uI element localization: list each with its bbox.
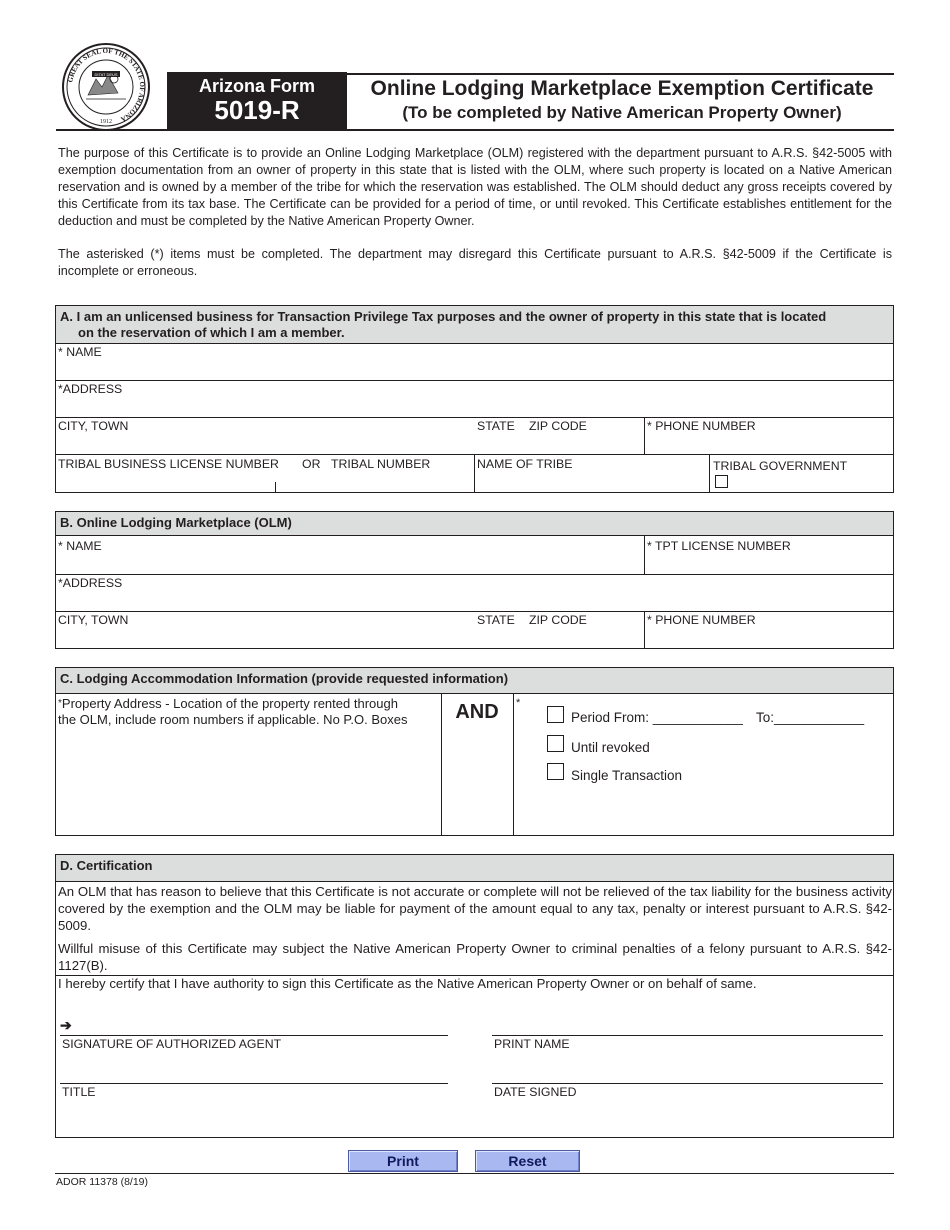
property-address-line2: the OLM, include room numbers if applicable. No P.O. Boxes bbox=[58, 712, 408, 727]
owner-name-label: * NAME bbox=[58, 345, 102, 359]
arrow-icon: ➔ bbox=[60, 1017, 72, 1033]
seal-year: 1912 bbox=[100, 119, 112, 125]
required-asterisk: * bbox=[58, 698, 62, 709]
property-address-line1: Property Address - Location of the property rented through bbox=[61, 696, 398, 711]
seal-text: GREAT SEAL OF THE STATE OF ARIZONA bbox=[66, 46, 147, 124]
header-rule bbox=[56, 129, 894, 131]
print-name-line[interactable] bbox=[492, 1035, 883, 1036]
divider bbox=[275, 482, 276, 492]
section-d bbox=[55, 854, 894, 1138]
section-a-heading-line2: on the reservation of which I am a member. bbox=[78, 325, 345, 340]
reset-button[interactable]: Reset bbox=[475, 1150, 580, 1172]
certification-text-1: An OLM that has reason to believe that this Certificate is not accurate or complete will not be relieved of the tax liability for the business activity covered by the exemption and the OLM may be liable for payment of the amount equal to any tax, penalty or interest pursuant to A.R.S. §42-5009. bbox=[58, 884, 892, 933]
signature-line[interactable] bbox=[60, 1035, 448, 1036]
owner-city-label: CITY, TOWN bbox=[58, 419, 129, 433]
tribal-license-label: TRIBAL BUSINESS LICENSE NUMBER bbox=[58, 457, 279, 471]
section-a bbox=[55, 305, 894, 493]
divider bbox=[644, 536, 645, 574]
signature-label: SIGNATURE OF AUTHORIZED AGENT bbox=[62, 1037, 282, 1051]
section-c bbox=[55, 667, 894, 836]
tribal-number-label: TRIBAL NUMBER bbox=[331, 457, 431, 471]
required-asterisk: * bbox=[516, 697, 521, 709]
owner-zip-label: ZIP CODE bbox=[529, 419, 587, 433]
divider bbox=[513, 694, 514, 836]
footer-rule bbox=[55, 1173, 894, 1174]
certification-text-2: Willful misuse of this Certificate may subject the Native American Property Owner to criminal penalties of a felony pursuant to A.R.S. §42-1127(B). bbox=[58, 941, 892, 973]
certification-text-3: I hereby certify that I have authority to sign this Certificate as the Native American Property Owner or on behalf of same. bbox=[58, 976, 757, 991]
single-transaction-label: Single Transaction bbox=[571, 768, 683, 783]
intro-paragraph-1: The purpose of this Certificate is to provide an Online Lodging Marketplace (OLM) registered with the department pursuant to A.R.S. §42-5005 with exemption documentation from an owner of property in this state that is listed with the OLM, where such property is located on a Native American reservation and is owned by a member of the tribe for which the reservation was established. The OLM should deduct any gross receipts covered by this Certificate from its tax base. The Certificate can be provided for a period of time, or until revoked. This Certificate establishes entitlement for the deduction and must be completed by the Native American Property Owner. bbox=[58, 146, 892, 228]
or-label: OR bbox=[302, 457, 321, 471]
title-label: TITLE bbox=[62, 1085, 96, 1099]
owner-state-label: STATE bbox=[477, 419, 515, 433]
date-signed-line[interactable] bbox=[492, 1083, 883, 1084]
form-title: Online Lodging Marketplace Exemption Certificate bbox=[370, 77, 874, 100]
tribal-government-checkbox[interactable] bbox=[715, 475, 728, 488]
section-a-heading bbox=[56, 306, 893, 344]
olm-name-label: * NAME bbox=[58, 539, 102, 553]
divider bbox=[56, 611, 893, 612]
divider bbox=[56, 380, 893, 381]
divider bbox=[709, 454, 710, 492]
tribe-name-label: NAME OF TRIBE bbox=[477, 457, 573, 471]
period-checkbox[interactable] bbox=[547, 706, 564, 723]
olm-city-label: CITY, TOWN bbox=[58, 613, 129, 627]
property-address-label bbox=[58, 696, 408, 728]
period-to-label: To:____________ bbox=[756, 710, 865, 725]
tpt-license-label: * TPT LICENSE NUMBER bbox=[647, 539, 791, 553]
olm-address-label: *ADDRESS bbox=[58, 576, 123, 590]
until-revoked-label: Until revoked bbox=[571, 740, 650, 755]
tribal-government-label: TRIBAL GOVERNMENT bbox=[713, 459, 848, 473]
intro-paragraph-2: The asterisked (*) items must be completed. The department may disregard this Certificate pursuant to A.R.S. §42-5009 if the Certificate is incomplete or erroneous. bbox=[58, 247, 892, 278]
seal-motto: DITAT DEUS bbox=[94, 72, 118, 77]
state-seal bbox=[62, 43, 150, 131]
section-b-heading: B. Online Lodging Marketplace (OLM) bbox=[56, 512, 893, 536]
until-revoked-checkbox[interactable] bbox=[547, 735, 564, 752]
print-button[interactable]: Print bbox=[348, 1150, 458, 1172]
divider bbox=[56, 417, 893, 418]
olm-phone-label: * PHONE NUMBER bbox=[647, 613, 756, 627]
form-number: 5019-R bbox=[214, 95, 300, 125]
section-c-heading: C. Lodging Accommodation Information (provide requested information) bbox=[56, 668, 893, 694]
date-signed-label: DATE SIGNED bbox=[494, 1085, 577, 1099]
section-d-heading: D. Certification bbox=[56, 855, 893, 882]
owner-address-label: *ADDRESS bbox=[58, 382, 123, 396]
title-line[interactable] bbox=[60, 1083, 448, 1084]
form-label: Arizona Form bbox=[198, 76, 315, 96]
olm-zip-label: ZIP CODE bbox=[529, 613, 587, 627]
divider bbox=[56, 574, 893, 575]
owner-phone-label: * PHONE NUMBER bbox=[647, 419, 756, 433]
title-rule bbox=[347, 73, 894, 75]
section-a-heading-line1: A. I am an unlicensed business for Transaction Privilege Tax purposes and the owner of property in this state that is located bbox=[60, 309, 827, 324]
form-id: ADOR 11378 (8/19) bbox=[56, 1176, 149, 1188]
form-subtitle: (To be completed by Native American Property Owner) bbox=[402, 103, 842, 122]
form-number-box bbox=[167, 72, 347, 130]
section-b bbox=[55, 511, 894, 649]
olm-state-label: STATE bbox=[477, 613, 515, 627]
divider bbox=[644, 611, 645, 649]
divider bbox=[644, 417, 645, 454]
and-label: AND bbox=[455, 701, 499, 723]
single-transaction-checkbox[interactable] bbox=[547, 763, 564, 780]
divider bbox=[474, 454, 475, 492]
period-from-label: Period From: ____________ bbox=[571, 710, 743, 725]
print-name-label: PRINT NAME bbox=[494, 1037, 570, 1051]
